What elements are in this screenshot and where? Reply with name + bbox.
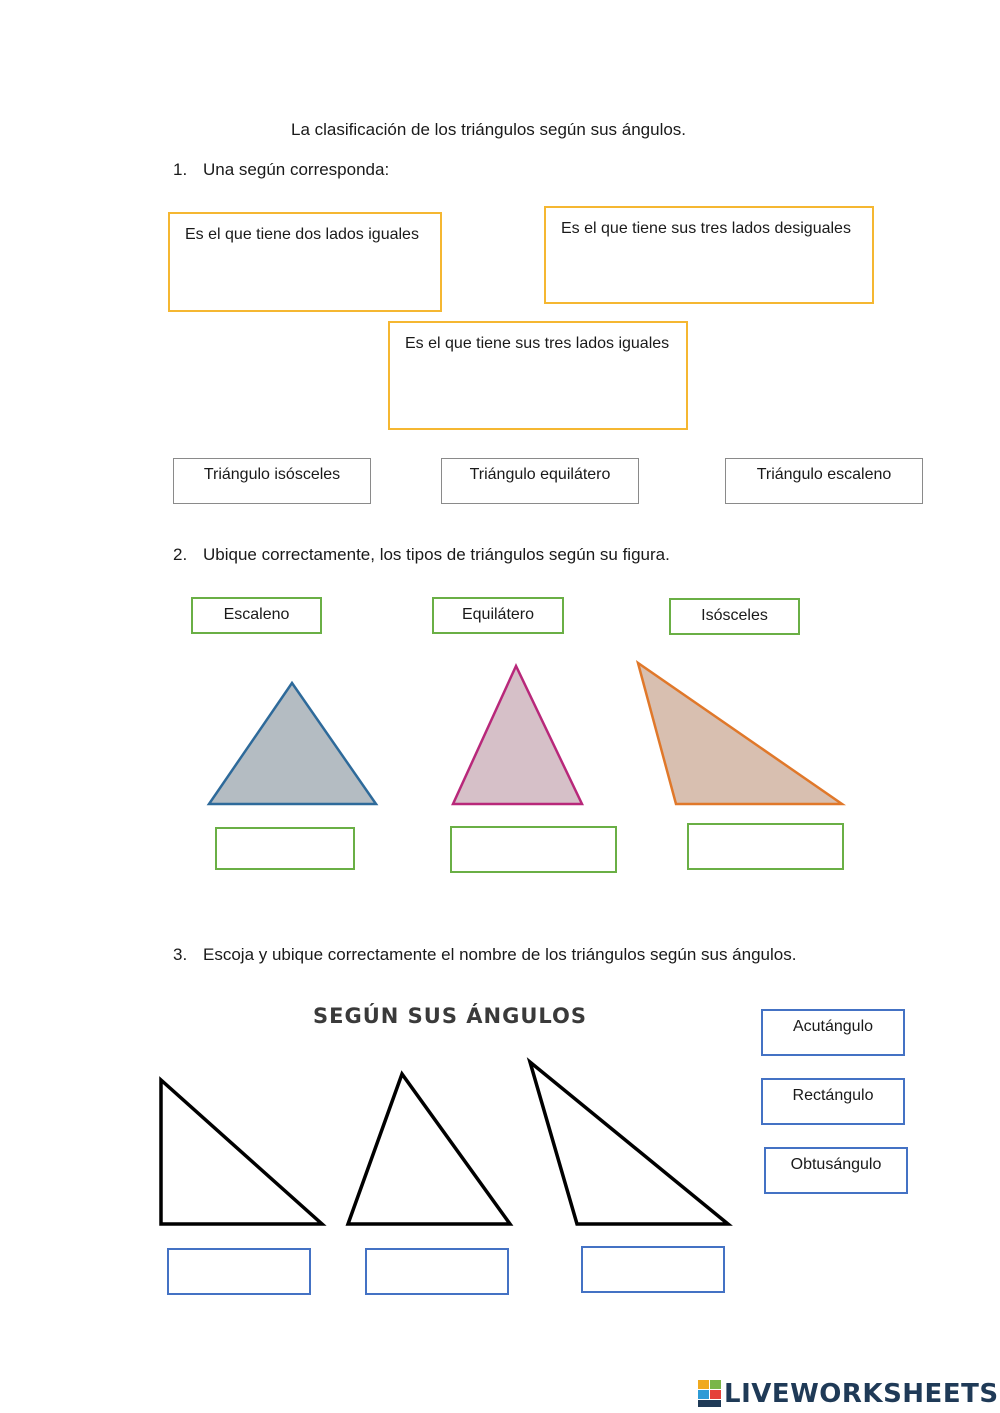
option-acutangulo[interactable]: [761, 1009, 905, 1056]
definition-text-1: Es el que tiene dos lados iguales: [185, 226, 419, 243]
answer-box-right-triangle[interactable]: [167, 1248, 311, 1295]
option-obtusangulo-label: Obtusángulo: [790, 1156, 882, 1173]
option-acutangulo-label: Acutángulo: [792, 1018, 874, 1035]
option-rectangulo[interactable]: [761, 1078, 905, 1125]
answer-box-acute-triangle[interactable]: [365, 1248, 509, 1295]
brand-watermark: [698, 1376, 999, 1412]
definition-text-2: Es el que tiene sus tres lados desiguales: [561, 220, 851, 237]
brand-name: LIVEWORKSHEETS: [724, 1379, 999, 1409]
angles-image-title: SEGÚN SUS ÁNGULOS: [313, 1004, 587, 1028]
question-1-text: Una según corresponda:: [203, 160, 390, 179]
liveworksheets-logo-icon: [698, 1380, 722, 1408]
answer-box-obtuse-triangle[interactable]: [581, 1246, 725, 1293]
page-title: La clasificación de los triángulos según sus ángulos.: [291, 120, 687, 139]
question-2-number: 2.: [173, 545, 188, 564]
triangle-right: [161, 1080, 322, 1224]
option-rectangulo-label: Rectángulo: [792, 1087, 874, 1104]
question-1-number: 1.: [173, 160, 188, 179]
definition-text-3: Es el que tiene sus tres lados iguales: [405, 335, 670, 352]
label-escaleno-text: Escaleno: [223, 606, 290, 623]
label-isosceles-text: Isósceles: [701, 607, 768, 624]
label-equilatero-text: Equilátero: [461, 606, 535, 623]
triangle-obtuse: [530, 1062, 728, 1224]
question-2-text: Ubique correctamente, los tipos de triángulos según su figura.: [203, 545, 670, 564]
option-escaleno-label: Triángulo escaleno: [756, 466, 892, 483]
option-equilatero-label: Triángulo equilátero: [469, 466, 611, 483]
triangle-acute: [348, 1074, 510, 1224]
question-3-text: Escoja y ubique correctamente el nombre de los triángulos según sus ángulos.: [203, 945, 797, 964]
option-isosceles-label: Triángulo isósceles: [203, 466, 341, 483]
option-obtusangulo[interactable]: [764, 1147, 908, 1194]
question-3-number: 3.: [173, 945, 188, 964]
